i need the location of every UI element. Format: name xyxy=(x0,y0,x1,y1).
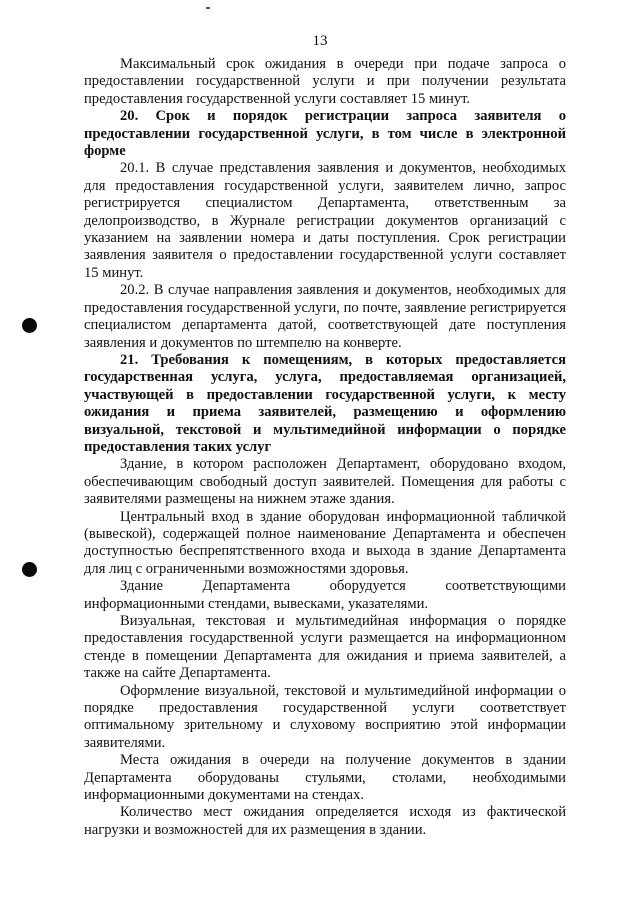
punch-hole xyxy=(22,318,37,333)
page-number: 13 xyxy=(312,33,328,49)
paragraph-central-entrance: Центральный вход в здание оборудован информационной табличкой (вывеской), содержащей полное наименование Департамента и обеспечен доступностью беспрепятственного входа и выхода в здание Департамента для лиц с ограниченными возможностями здоровья. xyxy=(84,508,566,577)
section-heading-21: 21. Требования к помещениям, в которых предоставляется государственная услуга, услуга, предоставляемая организацией, участвующей в предоставлении государственной услуги, к месту ожидания и приема заявителей, размещению и оформлению визуальной, текстовой и мультимедийной информации о порядке предоставления таких услуг xyxy=(84,351,566,455)
paragraph-info-design: Оформление визуальной, текстовой и мультимедийной информации о порядке предоставления государственной услуги соответствует оптимальному зрительному и слуховому восприятию этой информации заявителями. xyxy=(84,682,566,751)
paragraph-waiting-places: Места ожидания в очереди на получение документов в здании Департамента оборудованы стульями, столами, необходимыми информационными документами на стендах. xyxy=(84,752,566,804)
paragraph-visual-info: Визуальная, текстовая и мультимедийная информация о порядке предоставления государственной услуги размещается на информационном стенде в помещении Департамента для ожидания и приема заявителей, а также на сайте Департамента. xyxy=(84,613,566,682)
section-heading-20: 20. Срок и порядок регистрации запроса заявителя о предоставлении государственной услуги, в том числе в электронной форме xyxy=(84,108,566,160)
scan-artifact xyxy=(206,7,210,9)
paragraph-20-1: 20.1. В случае представления заявления и документов, необходимых для предоставления государственной услуги, заявителем лично, запрос регистрируется специалистом Департамента, ответственным за делопроизводство, в Журнале регистрации документов организаций с указанием на заявлении номера и даты поступления. Срок регистрации заявления заявителя о предоставлении государственной услуги составляет 15 минут. xyxy=(84,160,566,281)
paragraph-20-2: 20.2. В случае направления заявления и документов, необходимых для предоставления государственной услуги, по почте, заявление регистрируется специалистом департамента датой, соответствующей дате поступления заявления и документов по штемпелю на конверте. xyxy=(84,282,566,351)
paragraph-max-wait-time: Максимальный срок ожидания в очереди при подаче запроса о предоставлении государственной услуги и при получении результата предоставления государственной услуги составляет 15 минут. xyxy=(84,56,566,107)
punch-hole xyxy=(22,562,37,577)
paragraph-waiting-count: Количество мест ожидания определяется исходя из фактической нагрузки и возможностей для их размещения в здании. xyxy=(84,804,566,838)
paragraph-info-stands: Здание Департамента оборудуется соответствующими информационными стендами, вывесками, указателями. xyxy=(84,578,566,612)
document-body xyxy=(84,56,566,839)
paragraph-building-entrance: Здание, в котором расположен Департамент, оборудовано входом, обеспечивающим свободный доступ заявителей. Помещения для работы с заявителями размещены на нижнем этаже здания. xyxy=(84,456,566,508)
